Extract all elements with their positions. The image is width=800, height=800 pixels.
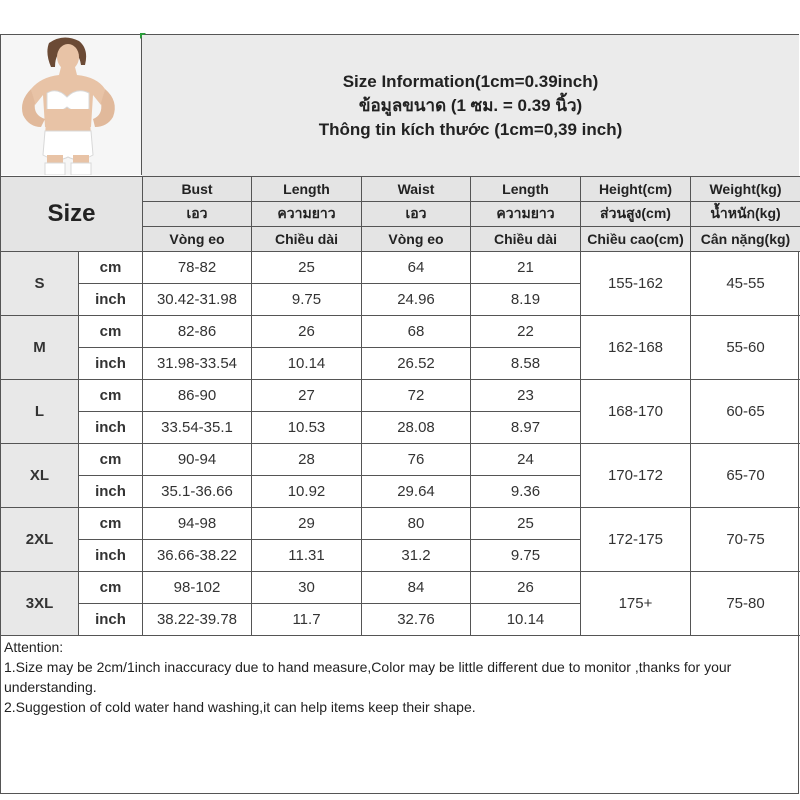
cell-waist-inch: 28.08 — [362, 412, 471, 444]
cell-weight: 45-55 — [691, 252, 800, 316]
title-thai: ข้อมูลขนาด (1 ซม. = 0.39 นิ้ว) — [358, 95, 583, 115]
cell-length-2-inch: 8.97 — [471, 412, 581, 444]
cell-bust-cm: 94-98 — [143, 508, 252, 540]
cell-length-inch: 9.75 — [252, 284, 362, 316]
cell-length-inch: 10.92 — [252, 476, 362, 508]
cell-length-2-cm: 25 — [471, 508, 581, 540]
header-length-vi: Chiều dài — [252, 227, 362, 252]
header-waist-thai: เอว — [362, 202, 471, 227]
cell-bust-inch: 36.66-38.22 — [143, 540, 252, 572]
header-height: Height(cm) — [581, 177, 691, 202]
cell-waist-cm: 76 — [362, 444, 471, 476]
cell-length-2-inch: 9.36 — [471, 476, 581, 508]
cell-waist-inch: 29.64 — [362, 476, 471, 508]
cell-length-cm: 25 — [252, 252, 362, 284]
table-row — [1, 380, 800, 412]
title-vietnamese: Thông tin kích thước (1cm=0,39 inch) — [318, 119, 623, 139]
header-weight-vi: Cân nặng(kg) — [691, 227, 800, 252]
table-row — [1, 572, 800, 604]
notes-line-2: 2.Suggestion of cold water hand washing,it can help items keep their shape. — [4, 699, 476, 715]
cell-length-2-inch: 10.14 — [471, 604, 581, 636]
cell-height: 172-175 — [581, 508, 691, 572]
cell-length-2-cm: 24 — [471, 444, 581, 476]
size-table — [0, 176, 800, 636]
cell-length-2-cm: 21 — [471, 252, 581, 284]
unit-inch: inch — [79, 284, 143, 316]
header-bust: Bust — [143, 177, 252, 202]
cell-waist-cm: 64 — [362, 252, 471, 284]
cell-weight: 65-70 — [691, 444, 800, 508]
cell-length-cm: 29 — [252, 508, 362, 540]
header-height-thai: ส่วนสูง(cm) — [581, 202, 691, 227]
table-row — [1, 316, 800, 348]
cell-waist-inch: 31.2 — [362, 540, 471, 572]
cell-length-inch: 11.31 — [252, 540, 362, 572]
unit-inch: inch — [79, 476, 143, 508]
size-2xl: 2XL — [1, 508, 79, 572]
cell-bust-inch: 33.54-35.1 — [143, 412, 252, 444]
header-waist-vi: Vòng eo — [362, 227, 471, 252]
unit-cm: cm — [79, 316, 143, 348]
table-row — [1, 444, 800, 476]
cell-weight: 75-80 — [691, 572, 800, 636]
cell-length-inch: 10.14 — [252, 348, 362, 380]
cell-bust-inch: 35.1-36.66 — [143, 476, 252, 508]
cell-bust-inch: 31.98-33.54 — [143, 348, 252, 380]
cell-bust-cm: 82-86 — [143, 316, 252, 348]
notes-heading: Attention: — [4, 639, 64, 655]
cell-waist-inch: 32.76 — [362, 604, 471, 636]
header-length-2: Length — [471, 177, 581, 202]
header-bust-thai: เอว — [143, 202, 252, 227]
header-weight: Weight(kg) — [691, 177, 800, 202]
header-row-english — [1, 177, 800, 202]
unit-inch: inch — [79, 540, 143, 572]
size-s: S — [1, 252, 79, 316]
cell-length-2-inch: 9.75 — [471, 540, 581, 572]
cell-waist-cm: 80 — [362, 508, 471, 540]
header-length: Length — [252, 177, 362, 202]
cell-height: 155-162 — [581, 252, 691, 316]
cell-weight: 60-65 — [691, 380, 800, 444]
cell-weight: 55-60 — [691, 316, 800, 380]
cell-height: 170-172 — [581, 444, 691, 508]
notes-line-1: 1.Size may be 2cm/1inch inaccuracy due to hand measure,Color may be little different due to monitor ,thanks for your understanding. — [4, 659, 732, 695]
cell-length-2-inch: 8.58 — [471, 348, 581, 380]
cell-bust-inch: 38.22-39.78 — [143, 604, 252, 636]
header-weight-thai: น้ำหนัก(kg) — [691, 202, 800, 227]
cell-bust-cm: 98-102 — [143, 572, 252, 604]
unit-inch: inch — [79, 604, 143, 636]
size-3xl: 3XL — [1, 572, 79, 636]
product-photo — [1, 35, 142, 175]
cell-height: 175+ — [581, 572, 691, 636]
cell-bust-inch: 30.42-31.98 — [143, 284, 252, 316]
cell-weight: 70-75 — [691, 508, 800, 572]
attention-notes — [4, 637, 794, 717]
lingerie-model-photo-icon — [1, 35, 141, 175]
cell-height: 168-170 — [581, 380, 691, 444]
cell-waist-cm: 72 — [362, 380, 471, 412]
cell-bust-cm: 86-90 — [143, 380, 252, 412]
unit-inch: inch — [79, 348, 143, 380]
cell-waist-inch: 26.52 — [362, 348, 471, 380]
cell-length-2-cm: 26 — [471, 572, 581, 604]
cell-length-inch: 11.7 — [252, 604, 362, 636]
cell-bust-cm: 78-82 — [143, 252, 252, 284]
unit-inch: inch — [79, 412, 143, 444]
cell-length-2-cm: 23 — [471, 380, 581, 412]
unit-cm: cm — [79, 508, 143, 540]
cell-length-cm: 27 — [252, 380, 362, 412]
table-row — [1, 252, 800, 284]
header-waist: Waist — [362, 177, 471, 202]
cell-length-2-cm: 22 — [471, 316, 581, 348]
table-row — [1, 508, 800, 540]
cell-bust-cm: 90-94 — [143, 444, 252, 476]
header-length-thai: ความยาว — [252, 202, 362, 227]
size-label: Size — [1, 177, 143, 252]
cell-length-cm: 28 — [252, 444, 362, 476]
cell-waist-cm: 68 — [362, 316, 471, 348]
unit-cm: cm — [79, 252, 143, 284]
unit-cm: cm — [79, 444, 143, 476]
header-length-2-vi: Chiều dài — [471, 227, 581, 252]
cell-length-cm: 30 — [252, 572, 362, 604]
cell-length-2-inch: 8.19 — [471, 284, 581, 316]
cell-length-inch: 10.53 — [252, 412, 362, 444]
title-box — [142, 35, 799, 176]
size-xl: XL — [1, 444, 79, 508]
header-height-vi: Chiều cao(cm) — [581, 227, 691, 252]
size-l: L — [1, 380, 79, 444]
header-length-2-thai: ความยาว — [471, 202, 581, 227]
cell-height: 162-168 — [581, 316, 691, 380]
cell-waist-inch: 24.96 — [362, 284, 471, 316]
cell-waist-cm: 84 — [362, 572, 471, 604]
header-bust-vi: Vòng eo — [143, 227, 252, 252]
title-english: Size Information(1cm=0.39inch) — [342, 71, 599, 91]
cell-length-cm: 26 — [252, 316, 362, 348]
size-m: M — [1, 316, 79, 380]
unit-cm: cm — [79, 380, 143, 412]
unit-cm: cm — [79, 572, 143, 604]
